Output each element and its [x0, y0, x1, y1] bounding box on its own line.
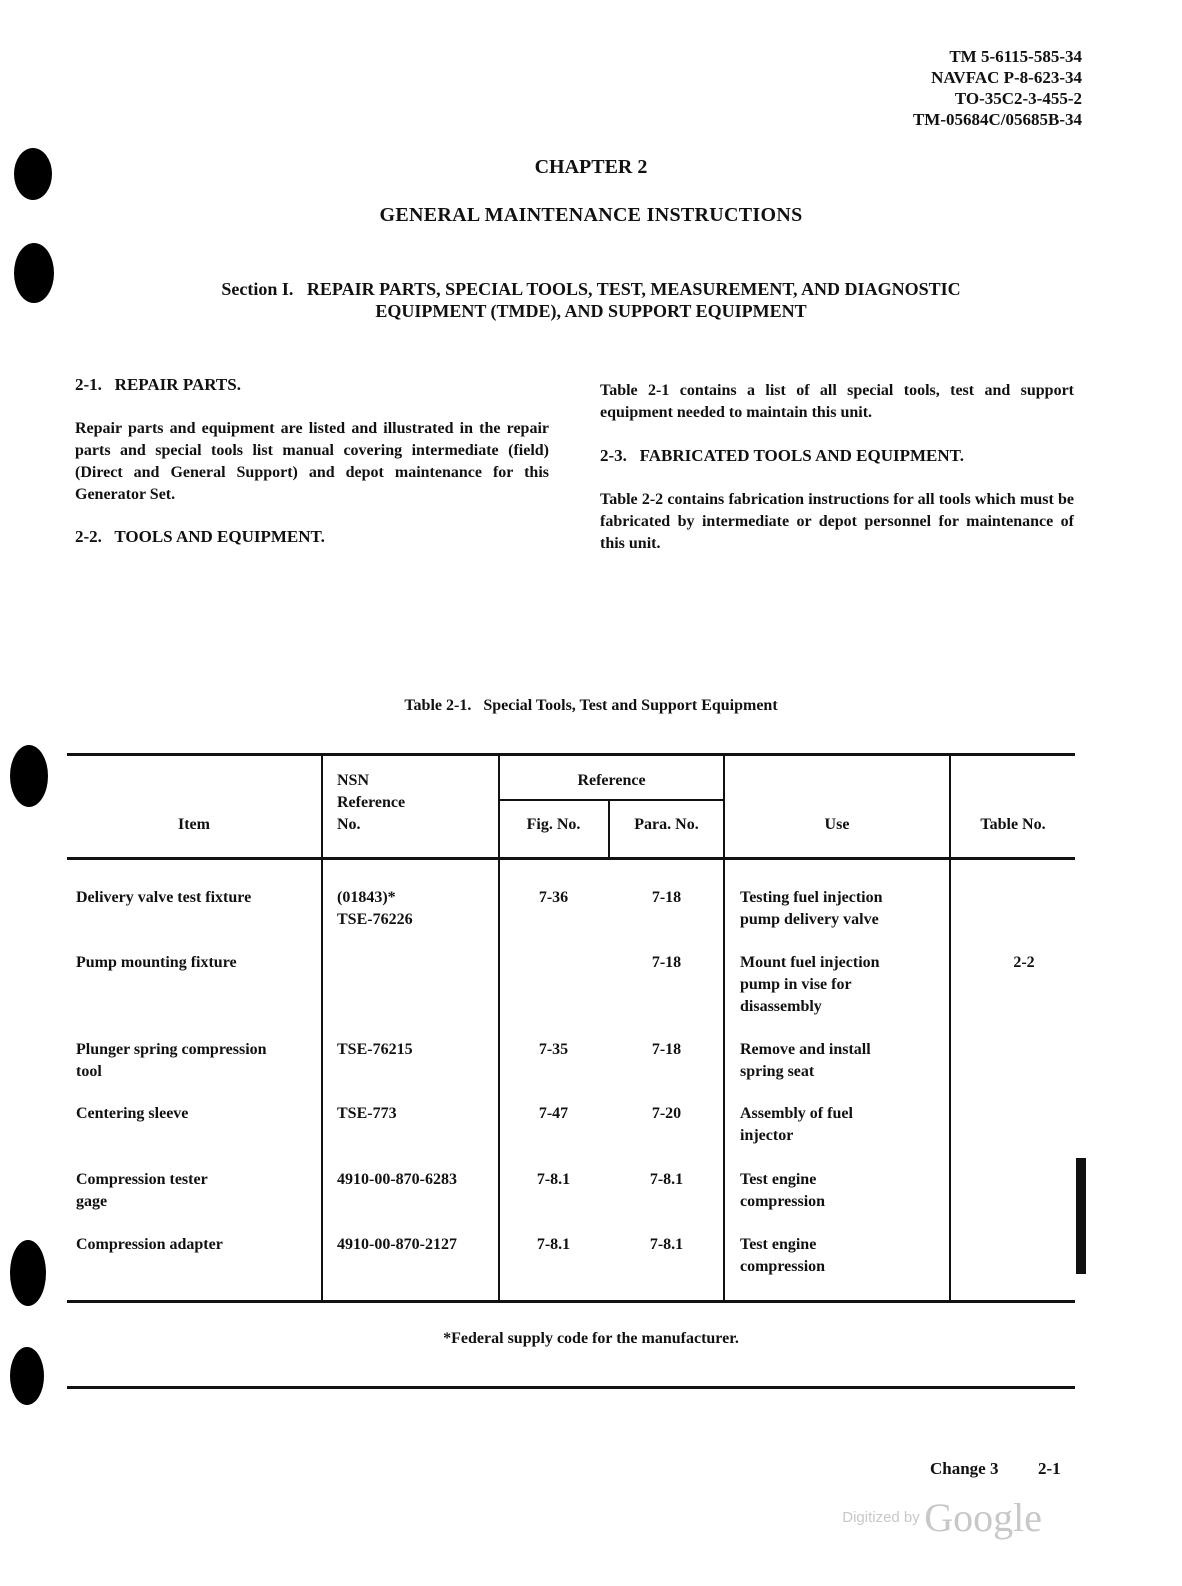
punch-hole [10, 745, 48, 807]
header-use: Use [824, 816, 850, 833]
row6-nsn-line1: 4910-00-870-2127 [337, 1236, 457, 1253]
row3-nsn [337, 1039, 497, 1061]
google-logo: Google [924, 1495, 1042, 1540]
chapter-subtitle: GENERAL MAINTENANCE INSTRUCTIONS [379, 204, 803, 226]
row4-fig: 7-47 [538, 1105, 569, 1122]
row6-fig: 7-8.1 [536, 1236, 571, 1253]
row4-nsn-line1: TSE-773 [337, 1105, 397, 1122]
section-title-line1: Section I. REPAIR PARTS, SPECIAL TOOLS, TEST, MEASUREMENT, AND DIAGNOSTIC [221, 279, 961, 299]
punch-hole [10, 1347, 44, 1405]
para-2-3-heading: 2-3. FABRICATED TOOLS AND EQUIPMENT. [600, 446, 964, 465]
row1-para: 7-18 [651, 889, 682, 906]
header-nsn-line3: No. [337, 816, 361, 833]
header-table-no: Table No. [980, 816, 1046, 833]
table-footnote: *Federal supply code for the manufacturer. [443, 1330, 739, 1347]
row2-item [76, 952, 320, 974]
row3-item [76, 1039, 320, 1083]
row6-use [740, 1234, 945, 1278]
doc-number-tm2: TM-05684C/05685B-34 [912, 110, 1082, 129]
row3-use-line1: Remove and install [740, 1041, 871, 1058]
table-top-rule [67, 753, 1075, 756]
row6-item-line1: Compression adapter [76, 1236, 223, 1253]
row6-use-line2: compression [740, 1258, 826, 1275]
row1-item [76, 887, 320, 909]
row5-use-line1: Test engine [740, 1171, 817, 1188]
header-reference: Reference [577, 772, 646, 789]
row1-nsn [337, 887, 497, 931]
row2-use [740, 952, 945, 1018]
row5-item [76, 1169, 320, 1213]
para-2-2-heading: 2-2. TOOLS AND EQUIPMENT. [75, 527, 325, 546]
row1-fig: 7-36 [538, 889, 569, 906]
section-title-line2: EQUIPMENT (TMDE), AND SUPPORT EQUIPMENT [375, 301, 807, 321]
header-nsn [337, 770, 497, 836]
row5-nsn [337, 1169, 497, 1191]
row2-use-line3: disassembly [740, 998, 822, 1015]
header-para-no: Para. No. [634, 816, 699, 833]
row6-use-line1: Test engine [740, 1236, 817, 1253]
row6-para: 7-8.1 [649, 1236, 684, 1253]
row3-para: 7-18 [651, 1041, 682, 1058]
row3-fig: 7-35 [538, 1041, 569, 1058]
header-item: Item [178, 816, 210, 833]
header-nsn-line1: NSN [337, 772, 370, 789]
row4-use [740, 1103, 945, 1147]
header-fig-no: Fig. No. [526, 816, 581, 833]
row3-item-line1: Plunger spring compression [76, 1041, 267, 1058]
row5-use [740, 1169, 945, 1213]
row2-use-line1: Mount fuel injection [740, 954, 880, 971]
reference-subheader-rule [499, 799, 724, 801]
header-nsn-line2: Reference [337, 794, 406, 811]
row6-nsn [337, 1234, 497, 1256]
row3-item-line2: tool [76, 1063, 102, 1080]
doc-number-to: TO-35C2-3-455-2 [954, 89, 1082, 108]
table-header-rule [67, 857, 1075, 860]
change-bar [1076, 1158, 1086, 1274]
table-column-divider [723, 755, 725, 1301]
row5-item-line1: Compression tester [76, 1171, 208, 1188]
row4-item [76, 1103, 320, 1125]
row4-item-line1: Centering sleeve [76, 1105, 189, 1122]
row5-use-line2: compression [740, 1193, 826, 1210]
change-label: Change 3 [930, 1459, 999, 1478]
row6-item [76, 1234, 320, 1256]
digitized-by-google-watermark [842, 1494, 1042, 1541]
row2-item-line1: Pump mounting fixture [76, 954, 237, 971]
section-title [0, 278, 1182, 322]
table-caption: Table 2-1. Special Tools, Test and Support Equipment [404, 697, 778, 714]
row1-item-line1: Delivery valve test fixture [76, 889, 252, 906]
row1-use-line1: Testing fuel injection [740, 889, 883, 906]
table-bottom-rule [67, 1300, 1075, 1303]
row5-fig: 7-8.1 [536, 1171, 571, 1188]
document-numbers [913, 46, 1082, 130]
para-2-2-text: Table 2-1 contains a list of all special tools, test and support equipment needed to maintain this unit. [600, 382, 1074, 421]
page-number: 2-1 [1038, 1459, 1061, 1478]
punch-hole [10, 1240, 46, 1306]
row1-nsn-line1: (01843)* [337, 889, 396, 906]
para-2-1-text: Repair parts and equipment are listed and illustrated in the repair parts and special tools list manual covering intermediate (field) (Direct and General Support) and depot maintenance for this Generator Set. [75, 420, 549, 503]
chapter-title: CHAPTER 2 [534, 156, 648, 178]
row3-use-line2: spring seat [740, 1063, 815, 1080]
row2-para: 7-18 [651, 954, 682, 971]
row2-use-line2: pump in vise for [740, 976, 852, 993]
row3-nsn-line1: TSE-76215 [337, 1041, 413, 1058]
row1-nsn-line2: TSE-76226 [337, 911, 413, 928]
para-2-3-text: Table 2-2 contains fabrication instructions for all tools which must be fabricated by intermediate or depot personnel for maintenance of this unit. [600, 491, 1074, 552]
table-column-divider [949, 755, 951, 1301]
row3-use [740, 1039, 945, 1083]
row1-use [740, 887, 945, 931]
row4-use-line2: injector [740, 1127, 794, 1144]
row2-table-no: 2-2 [1013, 954, 1035, 971]
row4-nsn [337, 1103, 497, 1125]
table-column-divider [498, 755, 500, 1301]
doc-number-tm: TM 5-6115-585-34 [949, 47, 1082, 66]
para-2-1-heading: 2-1. REPAIR PARTS. [75, 375, 241, 394]
row4-para: 7-20 [651, 1105, 682, 1122]
row4-use-line1: Assembly of fuel [740, 1105, 853, 1122]
footnote-rule [67, 1386, 1075, 1389]
table-column-divider [321, 755, 323, 1301]
row1-use-line2: pump delivery valve [740, 911, 879, 928]
doc-number-navfac: NAVFAC P-8-623-34 [931, 68, 1082, 87]
row5-item-line2: gage [76, 1193, 108, 1210]
watermark-prefix: Digitized by [842, 1509, 920, 1526]
row5-nsn-line1: 4910-00-870-6283 [337, 1171, 457, 1188]
row5-para: 7-8.1 [649, 1171, 684, 1188]
